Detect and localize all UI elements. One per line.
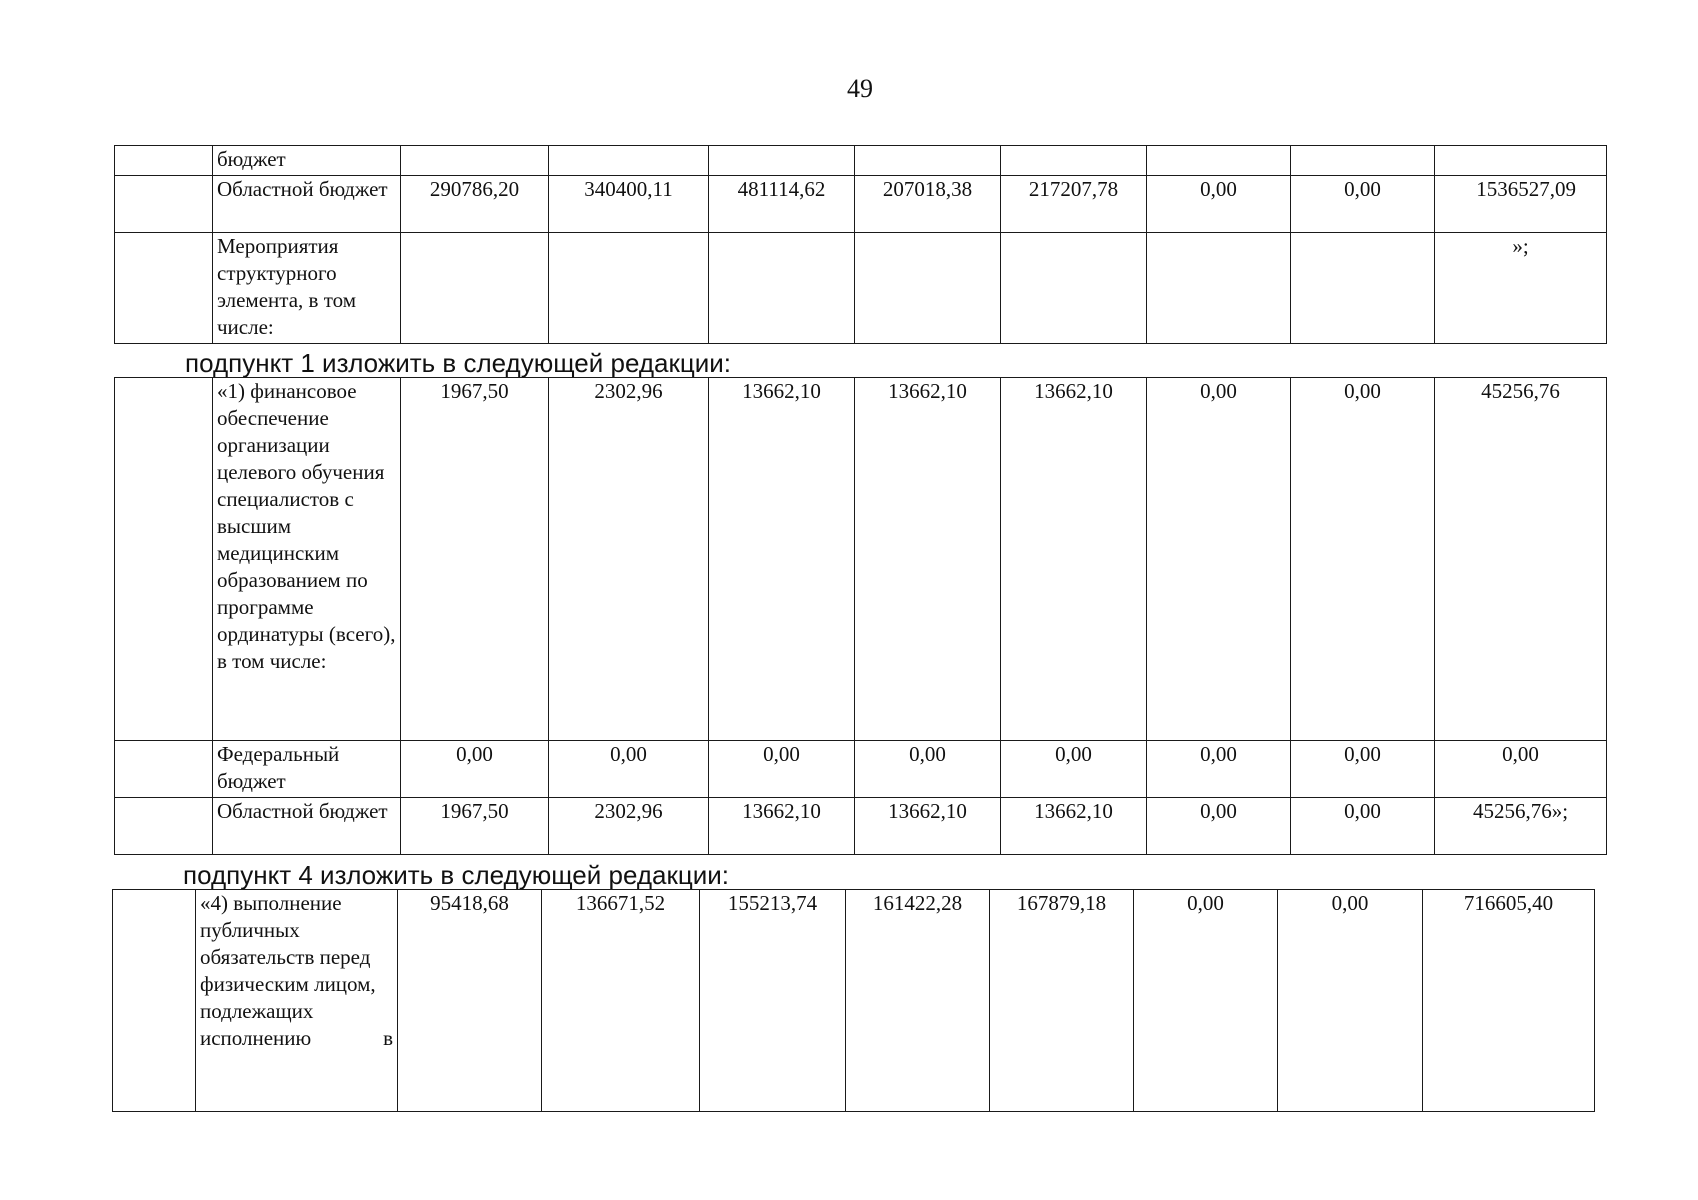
instruction-subitem-1: подпункт 1 изложить в следующей редакции: [185,348,732,378]
value-cell [855,233,1001,344]
value-cell: 0,00 [1291,176,1435,233]
value-cell: 13662,10 [1001,798,1147,855]
value-cell: 0,00 [1291,378,1435,741]
value-cell [1001,146,1147,176]
row-name: Областной бюджет [213,176,401,233]
value-cell: 0,00 [855,741,1001,798]
index-cell [115,741,213,798]
value-cell [1147,146,1291,176]
table-row [115,798,1607,855]
value-cell [709,146,855,176]
index-cell [115,146,213,176]
value-cell [1291,146,1435,176]
subitem-4-table [112,889,1595,1112]
value-cell: 290786,20 [401,176,549,233]
value-cell [549,233,709,344]
value-cell [401,146,549,176]
value-cell: 136671,52 [542,890,700,1112]
total-cell [1435,146,1607,176]
value-cell: 13662,10 [709,798,855,855]
value-cell: 1967,50 [401,798,549,855]
value-cell: 0,00 [401,741,549,798]
total-cell: 1536527,09 [1435,176,1607,233]
value-cell: 13662,10 [855,798,1001,855]
value-cell: 0,00 [709,741,855,798]
value-cell: 0,00 [1278,890,1423,1112]
total-cell: »; [1435,233,1607,344]
index-cell [115,378,213,741]
value-cell: 0,00 [1147,798,1291,855]
value-cell: 95418,68 [398,890,542,1112]
subitem-1-table [114,377,1607,855]
index-cell [115,176,213,233]
value-cell: 0,00 [1147,176,1291,233]
table-row [115,176,1607,233]
value-cell: 0,00 [1291,741,1435,798]
value-cell: 2302,96 [549,798,709,855]
instruction-subitem-4: подпункт 4 изложить в следующей редакции: [183,860,730,890]
value-cell: 167879,18 [990,890,1134,1112]
index-cell [115,233,213,344]
value-cell [1147,233,1291,344]
value-cell: 217207,78 [1001,176,1147,233]
row-name: Областной бюджет [213,798,401,855]
value-cell: 0,00 [1291,798,1435,855]
index-cell [115,798,213,855]
table-row [115,146,1607,176]
value-cell [1291,233,1435,344]
value-cell: 0,00 [1001,741,1147,798]
value-cell: 340400,11 [549,176,709,233]
value-cell: 0,00 [1147,741,1291,798]
row-name: Мероприятия структурного элемента, в том числе: [213,233,401,344]
value-cell: 0,00 [549,741,709,798]
total-cell: 0,00 [1435,741,1607,798]
value-cell: 481114,62 [709,176,855,233]
total-cell: 45256,76 [1435,378,1607,741]
row-name: «1) финансовое обеспечение организации целевого обучения специалистов с высшим медицинским образованием по программе ординатуры (всего), в том числе: [213,378,401,741]
value-cell: 161422,28 [846,890,990,1112]
value-cell: 0,00 [1147,378,1291,741]
table-row [113,890,1595,1112]
value-cell [709,233,855,344]
value-cell: 13662,10 [1001,378,1147,741]
value-cell [401,233,549,344]
value-cell: 0,00 [1134,890,1278,1112]
budget-table-continuation [114,145,1607,344]
value-cell: 2302,96 [549,378,709,741]
row-name: Федеральный бюджет [213,741,401,798]
value-cell: 207018,38 [855,176,1001,233]
total-cell: 45256,76»; [1435,798,1607,855]
value-cell [549,146,709,176]
total-cell: 716605,40 [1423,890,1595,1112]
value-cell: 13662,10 [855,378,1001,741]
page-number: 49 [847,74,873,103]
value-cell: 13662,10 [709,378,855,741]
row-name: бюджет [213,146,401,176]
table-row [115,741,1607,798]
index-cell [113,890,196,1112]
table-row [115,233,1607,344]
row-name: «4) выполнение публичных обязательств перед физическим лицом, подлежащих исполнению в [196,890,398,1112]
value-cell [855,146,1001,176]
table-row [115,378,1607,741]
value-cell [1001,233,1147,344]
value-cell: 155213,74 [700,890,846,1112]
value-cell: 1967,50 [401,378,549,741]
